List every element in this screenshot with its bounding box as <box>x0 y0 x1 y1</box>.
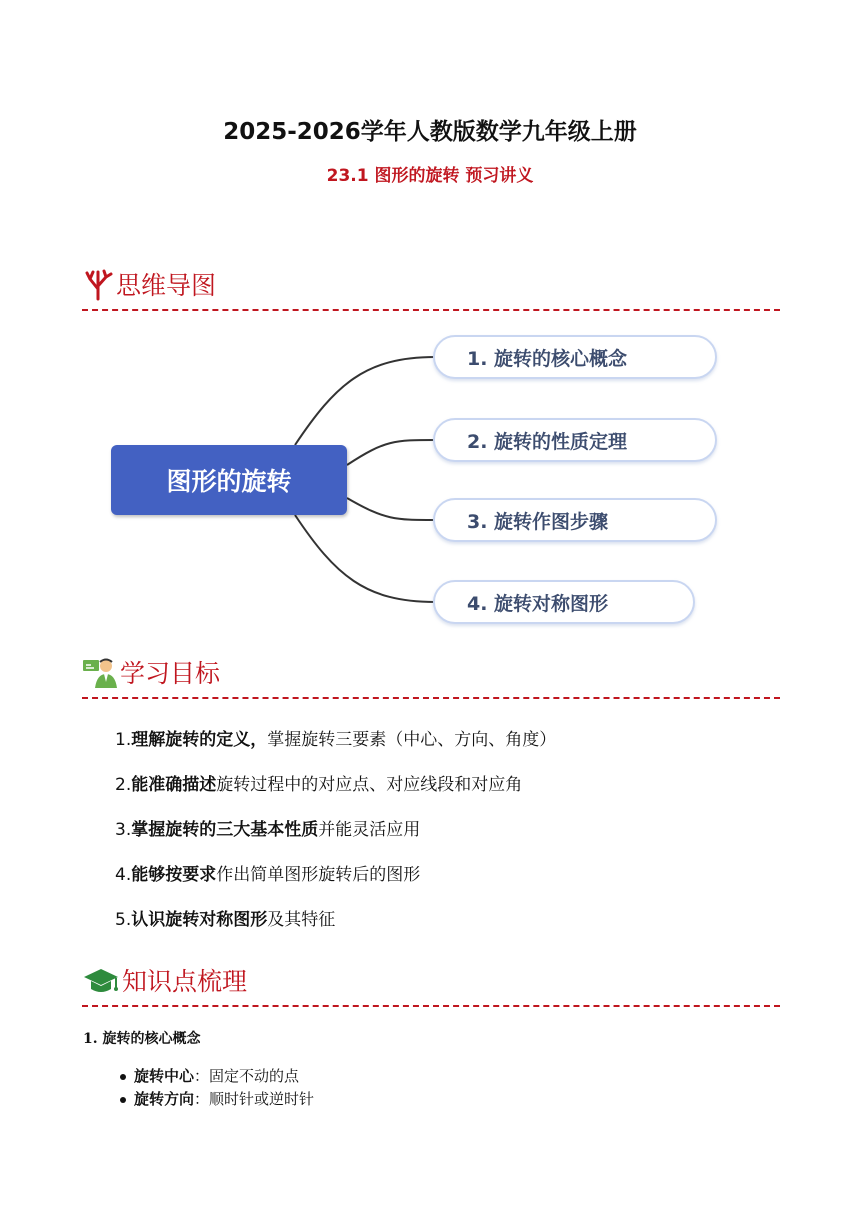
list-item <box>118 1066 314 1089</box>
mind-map-branch: 1. 旋转的核心概念 <box>433 335 717 379</box>
section-knowledge-header <box>82 967 782 1007</box>
list-item <box>118 1089 314 1112</box>
item-label: 旋转方向 <box>134 1090 195 1108</box>
goal-emphasis: 理解旋转的定义， <box>131 730 268 750</box>
goal-emphasis: 掌握旋转的三大基本性质 <box>131 820 319 840</box>
goal-item <box>115 863 775 908</box>
goal-number: 2. <box>115 775 132 795</box>
goal-number: 4. <box>115 865 132 885</box>
goal-text: 并能灵活应用 <box>318 820 421 840</box>
section-title: 学习目标 <box>120 659 221 688</box>
goal-emphasis: 认识旋转对称图形 <box>131 910 268 930</box>
section-title: 知识点梳理 <box>122 967 248 996</box>
mind-map-branch: 3. 旋转作图步骤 <box>433 498 717 542</box>
section-title: 思维导图 <box>116 271 217 300</box>
item-text: 顺时针或逆时针 <box>209 1090 315 1108</box>
item-separator: ： <box>194 1090 210 1108</box>
mind-map <box>105 330 725 630</box>
section-goals-header <box>82 659 782 699</box>
section-divider <box>82 1005 780 1007</box>
goal-emphasis: 能够按要求 <box>131 865 217 885</box>
page-subtitle: 23.1 图形的旋转 预习讲义 <box>326 166 534 186</box>
goals-list <box>115 728 775 953</box>
mind-map-branch: 2. 旋转的性质定理 <box>433 418 717 462</box>
teacher-icon <box>82 657 116 689</box>
mind-map-branch: 4. 旋转对称图形 <box>433 580 695 624</box>
graduation-cap-icon <box>82 965 120 997</box>
goal-text: 掌握旋转三要素（中心、方向、角度） <box>267 730 557 750</box>
section-divider <box>82 309 780 311</box>
item-separator: ： <box>194 1067 210 1085</box>
item-text: 固定不动的点 <box>209 1067 300 1085</box>
section-mindmap-header <box>82 271 782 311</box>
goal-number: 1. <box>115 730 132 750</box>
page-title: 2025-2026学年人教版数学九年级上册 <box>223 119 637 145</box>
goal-text: 及其特征 <box>267 910 336 930</box>
mind-map-root: 图形的旋转 <box>111 445 347 515</box>
item-label: 旋转中心 <box>134 1067 195 1085</box>
goal-emphasis: 能准确描述 <box>131 775 217 795</box>
knowledge-heading: 1. 旋转的核心概念 <box>83 1031 201 1047</box>
branch-icon <box>82 269 116 301</box>
goal-text: 作出简单图形旋转后的图形 <box>216 865 421 885</box>
goal-item <box>115 728 775 773</box>
goal-number: 3. <box>115 820 132 840</box>
goal-item <box>115 908 775 953</box>
goal-number: 5. <box>115 910 132 930</box>
section-divider <box>82 697 780 699</box>
knowledge-list <box>118 1066 314 1112</box>
goal-text: 旋转过程中的对应点、对应线段和对应角 <box>216 775 523 795</box>
goal-item <box>115 818 775 863</box>
goal-item <box>115 773 775 818</box>
